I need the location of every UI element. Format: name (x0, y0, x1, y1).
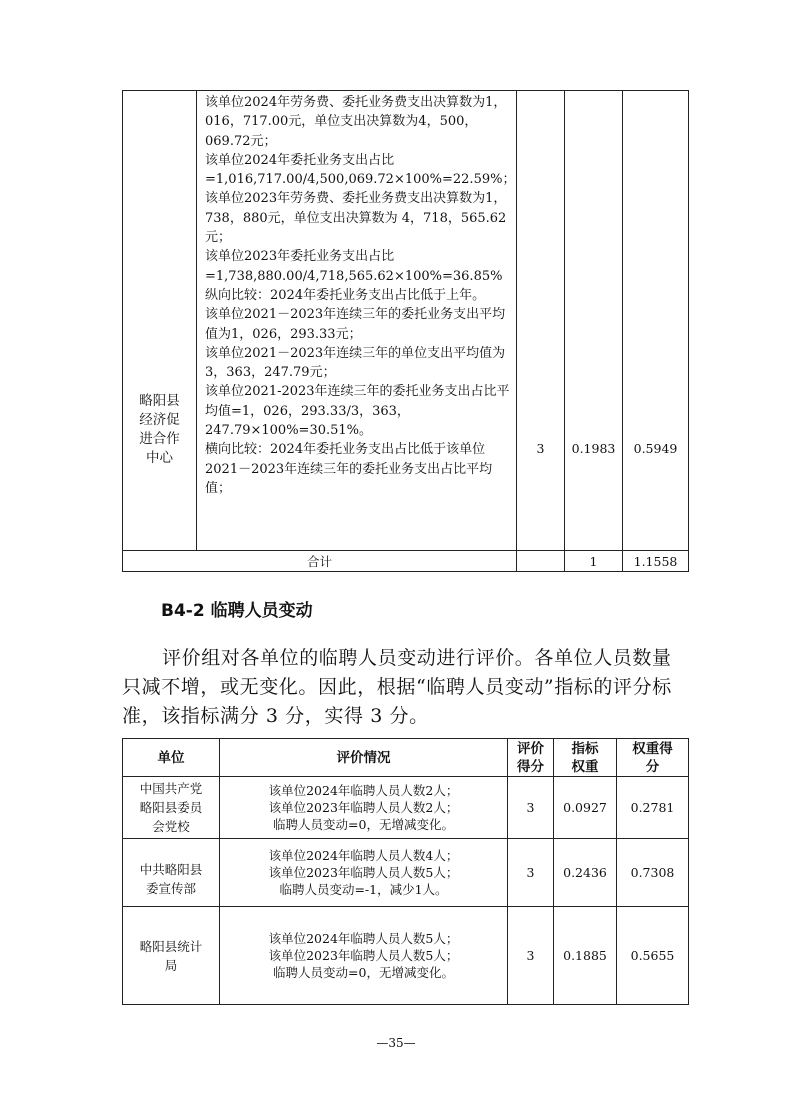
header-weighted-score: 权重得 分 (617, 739, 689, 777)
evaluation-detail-cell: 该单位2024年临聘人员人数2人； 该单位2023年临聘人员人数2人； 临聘人员变动=0，无增减变化。 (220, 777, 508, 839)
table-row (123, 777, 689, 839)
table-row (123, 839, 689, 907)
unit-cell: 中国共产党 略阳县委员 会党校 (123, 777, 220, 839)
evaluation-detail-cell: 该单位2024年临聘人员人数5人； 该单位2023年临聘人员人数5人； 临聘人员变动=0，无增减变化。 (220, 907, 508, 1005)
weighted-score-cell: 0.5949 (623, 91, 689, 551)
weighted-score-cell: 0.7308 (617, 839, 689, 907)
score-cell: 3 (508, 839, 554, 907)
weight-cell: 0.0927 (554, 777, 617, 839)
score-cell: 3 (508, 777, 554, 839)
weight-cell: 0.1983 (565, 91, 623, 551)
section-paragraph: 评价组对各单位的临聘人员变动进行评价。各单位人员数量只减不增，或无变化。因此，根据“临聘人员变动”指标的评分标准，该指标满分 3 分，实得 3 分。 (122, 647, 672, 727)
weighted-score-cell: 0.5655 (617, 907, 689, 1005)
header-row (123, 739, 689, 777)
score-cell: 3 (517, 91, 565, 551)
header-weight: 指标 权重 (554, 739, 617, 777)
evaluation-table-continued (122, 90, 689, 572)
evaluation-detail-cell: 该单位2024年劳务费、委托业务费支出决算数为1，016，717.00元，单位支出决算数为4，500，069.72元； 该单位2024年委托业务支出占比=1,016,717.00/4,500,069.72×100%=22.59%； 该单位2023年劳务费、委托业务费支出决算数为1，738，880元，单位支出决算数为 4，718，565.62元； 该单位2023年委托业务支出占比=1,738,880.00/4,718,565.62×100%=36.85% 纵向比较：2024年委托业务支出占比低于上年。 该单位2021－2023年连续三年的委托业务支出平均值为1，026，293.33元； 该单位2021－2023年连续三年的单位支出平均值为3，363，247.79元； 该单位2021-2023年连续三年的委托业务支出占比平均值=1，026，293.33/3，363，247.79×100%=30.51%。 横向比较：2024年委托业务支出占比低于该单位2021－2023年连续三年的委托业务支出占比平均值； (197, 91, 517, 551)
weight-cell: 0.1885 (554, 907, 617, 1005)
unit-cell: 略阳县统计 局 (123, 907, 220, 1005)
total-row (123, 551, 689, 572)
weight-cell: 0.2436 (554, 839, 617, 907)
weighted-score-cell: 0.2781 (617, 777, 689, 839)
table-row (123, 91, 689, 551)
temp-staff-change-table (122, 738, 689, 1005)
total-score-cell (517, 551, 565, 572)
score-cell: 3 (508, 907, 554, 1005)
total-weighted-cell: 1.1558 (623, 551, 689, 572)
section-heading: B4-2 临聘人员变动 (161, 601, 313, 621)
total-label: 合计 (123, 551, 517, 572)
page-number: —35— (376, 1036, 416, 1050)
header-score: 评价 得分 (508, 739, 554, 777)
header-unit: 单位 (123, 739, 220, 777)
table-row (123, 907, 689, 1005)
total-weight-cell: 1 (565, 551, 623, 572)
unit-cell: 略阳县 经济促 进合作 中心 (123, 91, 197, 551)
header-evaluation: 评价情况 (220, 739, 508, 777)
evaluation-detail-cell: 该单位2024年临聘人员人数4人； 该单位2023年临聘人员人数5人； 临聘人员变动=-1，减少1人。 (220, 839, 508, 907)
unit-cell: 中共略阳县 委宣传部 (123, 839, 220, 907)
